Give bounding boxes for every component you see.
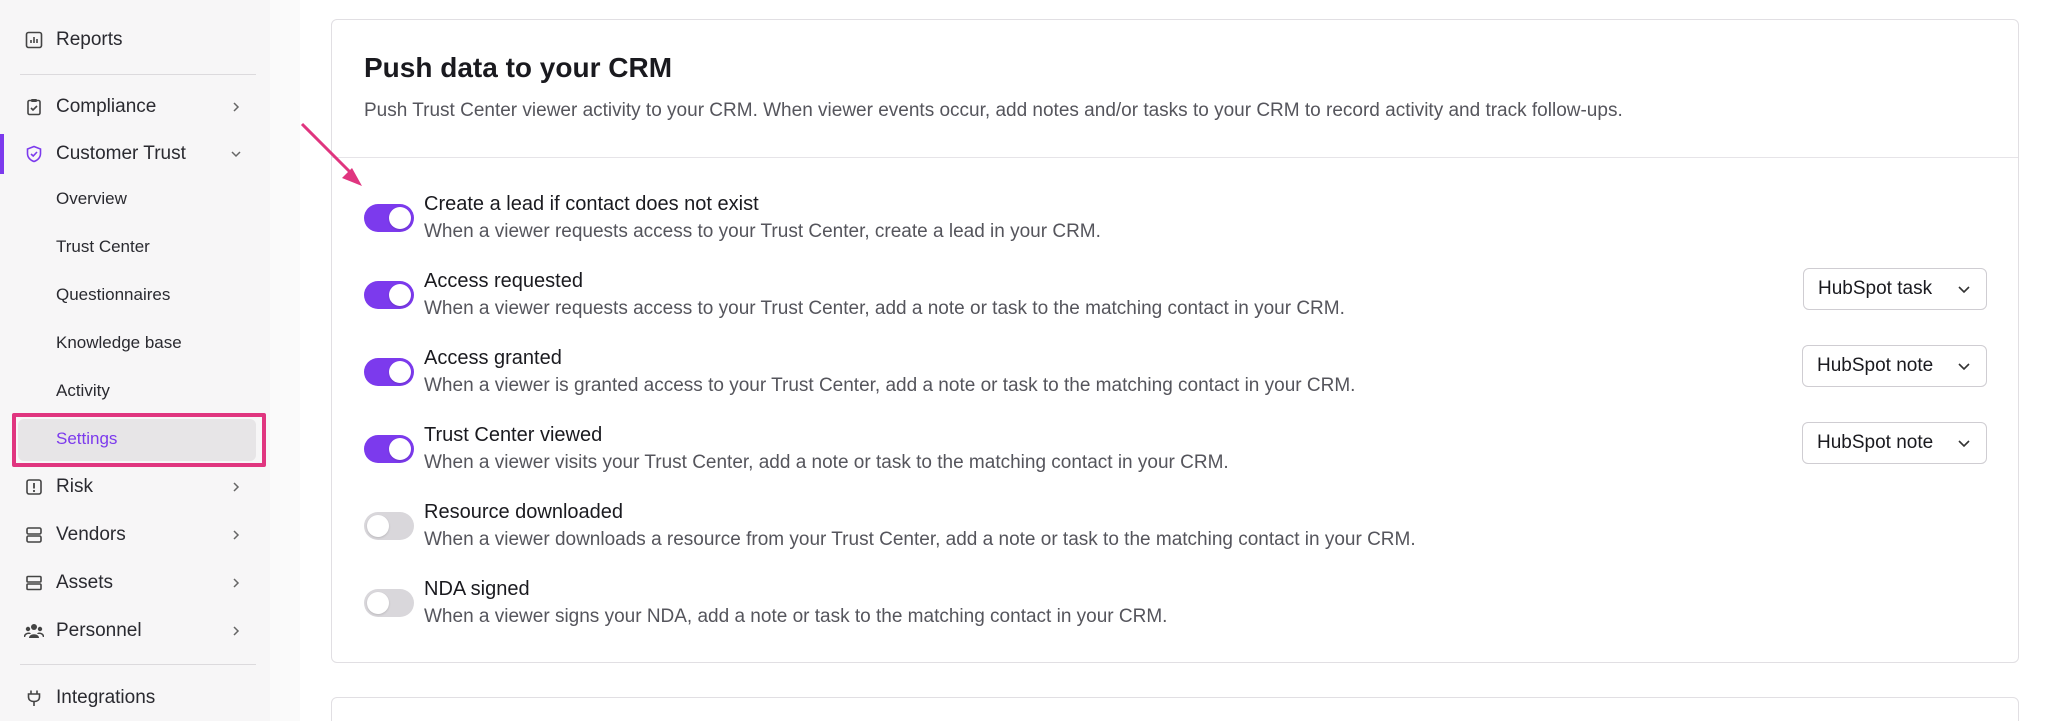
row-title-trust-center-viewed: Trust Center viewed bbox=[424, 424, 603, 446]
sidebar-subitem-overview[interactable]: Overview bbox=[56, 189, 127, 208]
toggle-knob bbox=[389, 207, 411, 229]
sidebar-item-risk[interactable] bbox=[0, 467, 270, 507]
chart-icon bbox=[24, 30, 44, 50]
card-title: Push data to your CRM bbox=[364, 52, 673, 83]
chevron-right-icon bbox=[228, 527, 244, 543]
row-desc-access-granted: When a viewer is granted access to your Trust Center, add a note or task to the matching contact in your CRM. bbox=[424, 375, 1356, 396]
select-value: HubSpot note bbox=[1817, 432, 1934, 453]
toggle-access-granted[interactable] bbox=[364, 358, 414, 386]
plug-icon bbox=[24, 688, 44, 708]
row-title-create-lead: Create a lead if contact does not exist bbox=[424, 193, 759, 215]
database-icon bbox=[24, 525, 44, 545]
sidebar-subitem-knowledge-base[interactable]: Knowledge base bbox=[56, 333, 182, 352]
sidebar-item-label: Customer Trust bbox=[56, 143, 186, 164]
card-divider bbox=[332, 157, 2018, 158]
row-title-resource-downloaded: Resource downloaded bbox=[424, 501, 624, 523]
sidebar-item-label: Risk bbox=[56, 476, 93, 497]
sidebar-item-customer-trust[interactable] bbox=[0, 134, 270, 174]
content-gutter bbox=[270, 0, 300, 721]
sidebar-item-integrations[interactable] bbox=[0, 678, 270, 718]
select-value: HubSpot task bbox=[1818, 278, 1933, 299]
sidebar-divider bbox=[20, 74, 256, 75]
row-title-nda-signed: NDA signed bbox=[424, 578, 530, 600]
row-title-access-granted: Access granted bbox=[424, 347, 562, 369]
chevron-right-icon bbox=[228, 479, 244, 495]
toggle-knob bbox=[367, 515, 389, 537]
sidebar bbox=[0, 0, 270, 721]
toggle-knob bbox=[389, 361, 411, 383]
sidebar-subitem-activity[interactable]: Activity bbox=[56, 381, 110, 400]
sidebar-item-label: Personnel bbox=[56, 620, 142, 641]
toggle-create-lead[interactable] bbox=[364, 204, 414, 232]
row-desc-nda-signed: When a viewer signs your NDA, add a note or task to the matching contact in your CRM. bbox=[424, 606, 1168, 627]
sidebar-item-label: Vendors bbox=[56, 524, 126, 545]
card-subtitle: Push Trust Center viewer activity to your CRM. When viewer events occur, add notes and/or tasks to your CRM to record activity and track follow-ups. bbox=[364, 100, 1623, 121]
toggle-trust-center-viewed[interactable] bbox=[364, 435, 414, 463]
select-value: HubSpot note bbox=[1817, 355, 1934, 376]
annotation-highlight-box bbox=[12, 413, 266, 467]
crm-action-select-access-granted[interactable] bbox=[1802, 345, 1987, 387]
sidebar-item-personnel[interactable] bbox=[0, 611, 270, 651]
server-icon bbox=[24, 573, 44, 593]
sidebar-item-reports[interactable] bbox=[0, 20, 270, 60]
sidebar-subitem-settings[interactable]: Settings bbox=[56, 429, 118, 448]
chevron-down-icon bbox=[1956, 358, 1972, 374]
sidebar-item-label: Assets bbox=[56, 572, 114, 593]
clipboard-icon bbox=[24, 97, 44, 117]
toggle-resource-downloaded[interactable] bbox=[364, 512, 414, 540]
crm-action-select-trust-center-viewed[interactable] bbox=[1802, 422, 1987, 464]
row-title-access-requested: Access requested bbox=[424, 270, 583, 292]
toggle-knob bbox=[389, 438, 411, 460]
chevron-right-icon bbox=[228, 623, 244, 639]
row-desc-resource-downloaded: When a viewer downloads a resource from your Trust Center, add a note or task to the matching contact in your CRM. bbox=[424, 529, 1416, 550]
sidebar-item-compliance[interactable] bbox=[0, 87, 270, 127]
sidebar-item-label: Compliance bbox=[56, 96, 157, 117]
next-card bbox=[331, 697, 2019, 721]
sidebar-subitem-trust-center[interactable]: Trust Center bbox=[56, 237, 150, 256]
row-desc-access-requested: When a viewer requests access to your Trust Center, add a note or task to the matching contact in your CRM. bbox=[424, 298, 1345, 319]
sidebar-item-vendors[interactable] bbox=[0, 515, 270, 555]
toggle-nda-signed[interactable] bbox=[364, 589, 414, 617]
sidebar-subitem-questionnaires[interactable]: Questionnaires bbox=[56, 285, 171, 304]
toggle-knob bbox=[367, 592, 389, 614]
sidebar-item-label: Integrations bbox=[56, 687, 156, 708]
alert-square-icon bbox=[24, 477, 44, 497]
chevron-down-icon bbox=[1956, 435, 1972, 451]
sidebar-item-assets[interactable] bbox=[0, 563, 270, 603]
chevron-right-icon bbox=[228, 575, 244, 591]
chevron-right-icon bbox=[228, 99, 244, 115]
toggle-knob bbox=[389, 284, 411, 306]
crm-action-select-access-requested[interactable] bbox=[1803, 268, 1987, 310]
sidebar-item-label: Reports bbox=[56, 29, 123, 50]
people-icon bbox=[24, 621, 44, 641]
toggle-access-requested[interactable] bbox=[364, 281, 414, 309]
row-desc-create-lead: When a viewer requests access to your Trust Center, create a lead in your CRM. bbox=[424, 221, 1101, 242]
chevron-down-icon bbox=[1956, 281, 1972, 297]
chevron-down-icon bbox=[228, 146, 244, 162]
sidebar-divider bbox=[20, 664, 256, 665]
shield-icon bbox=[24, 144, 44, 164]
annotation-arrow-icon bbox=[290, 118, 370, 198]
row-desc-trust-center-viewed: When a viewer visits your Trust Center, add a note or task to the matching contact in your CRM. bbox=[424, 452, 1229, 473]
